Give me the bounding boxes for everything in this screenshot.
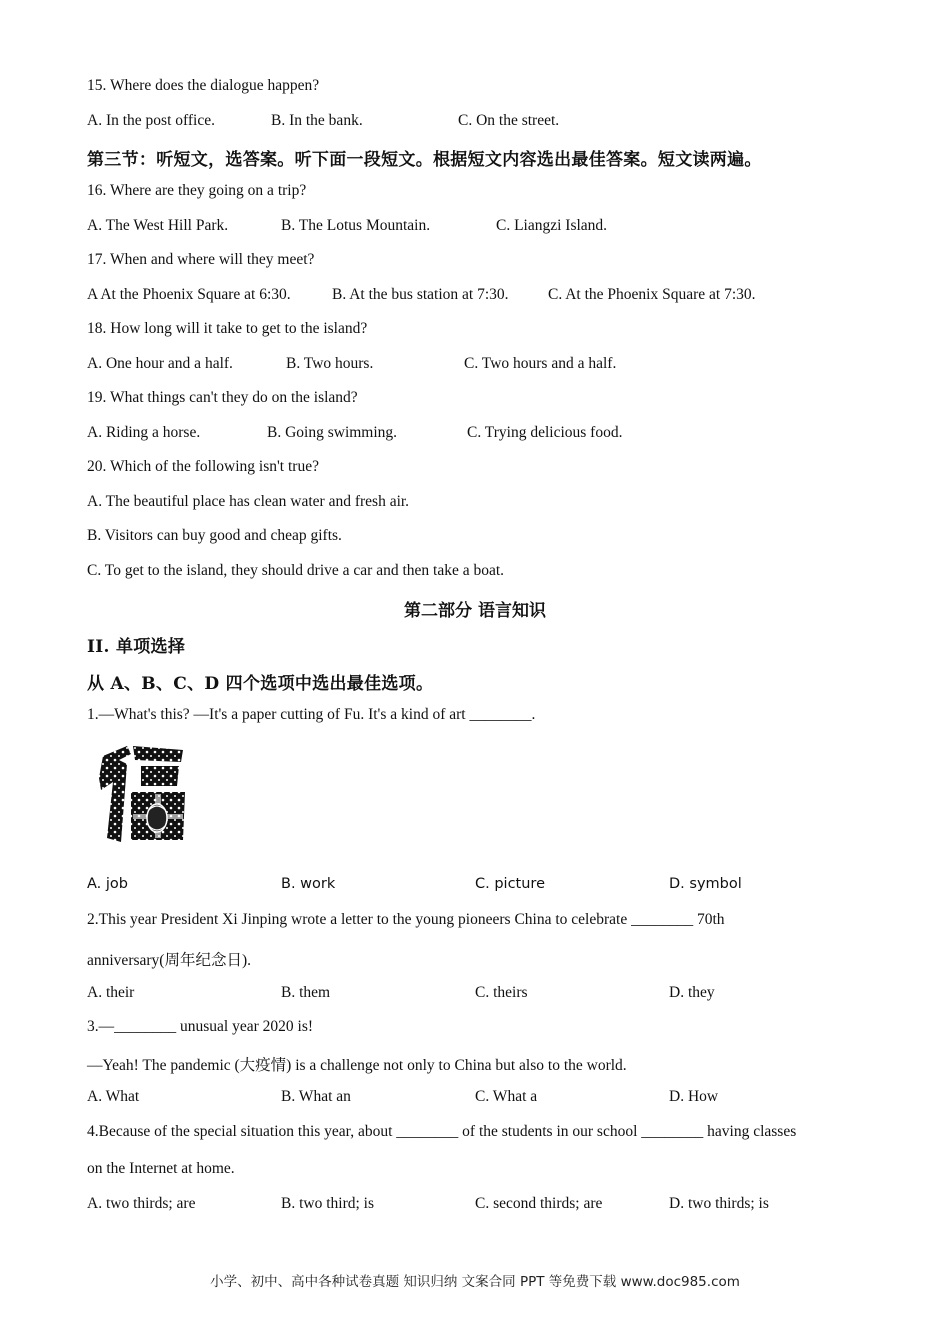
mc-q1-option-d[interactable]: D. symbol (669, 876, 742, 892)
part2-title: 第二部分 语言知识 (404, 601, 546, 621)
mc-q4-option-c[interactable]: C. second thirds; are (475, 1195, 603, 1212)
mc-q1-option-c[interactable]: C. picture (475, 876, 545, 892)
q16-stem: 16. Where are they going on a trip? (87, 182, 307, 199)
mc-q4-stem-line1: 4.Because of the special situation this year, about ________ of the students in our school ________ having classes (87, 1123, 797, 1140)
q19-option-b[interactable]: B. Going swimming. (267, 424, 398, 441)
mc-q2-option-c[interactable]: C. theirs (475, 984, 528, 1001)
mc-q3-option-a[interactable]: A. What (87, 1088, 140, 1105)
q19-option-a[interactable]: A. Riding a horse. (87, 424, 201, 441)
mc-q1-option-b[interactable]: B. work (281, 876, 336, 892)
mc-q2-option-a[interactable]: A. their (87, 984, 135, 1001)
mc-q3-stem-line1: 3.—________ unusual year 2020 is! (87, 1018, 314, 1035)
q20-option-b[interactable]: B. Visitors can buy good and cheap gifts. (87, 527, 342, 544)
mc-q4-option-d[interactable]: D. two thirds; is (669, 1195, 769, 1212)
q20-stem: 20. Which of the following isn't true? (87, 458, 319, 475)
fu-paper-cutting-image (97, 742, 187, 844)
mc-q3-option-b[interactable]: B. What an (281, 1088, 351, 1105)
mc-q2-option-b[interactable]: B. them (281, 984, 331, 1001)
mc-q1-stem: 1.—What's this? —It's a paper cutting of Fu. It's a kind of art ________. (87, 706, 536, 723)
mc-q2-stem-line1: 2.This year President Xi Jinping wrote a letter to the young pioneers China to celebrate ________ 70th (87, 911, 725, 928)
q19-stem: 19. What things can't they do on the island? (87, 389, 358, 406)
q20-option-a[interactable]: A. The beautiful place has clean water and fresh air. (87, 493, 410, 510)
mc-q2-option-d[interactable]: D. they (669, 984, 715, 1001)
mc-q1-option-a[interactable]: A. job (87, 876, 128, 892)
mc-q3-option-c[interactable]: C. What a (475, 1088, 538, 1105)
mc-q4-option-b[interactable]: B. two third; is (281, 1195, 375, 1212)
mc-q4-stem-line2: on the Internet at home. (87, 1160, 235, 1177)
q17-option-a[interactable]: A At the Phoenix Square at 6:30. (87, 286, 291, 303)
mc-q4-option-a[interactable]: A. two thirds; are (87, 1195, 196, 1212)
section-ii-title: II. 单项选择 (87, 637, 186, 657)
q15-option-a[interactable]: A. In the post office. (87, 112, 215, 129)
q19-option-c[interactable]: C. Trying delicious food. (467, 424, 623, 441)
q16-option-a[interactable]: A. The West Hill Park. (87, 217, 229, 234)
part2-instruction: 从 A、B、C、D 四个选项中选出最佳选项。 (87, 674, 434, 694)
mc-q2-stem-line2: anniversary(周年纪念日). (87, 952, 251, 969)
page-footer: 小学、初中、高中各种试卷真题 知识归纳 文案合同 PPT 等免费下载 www.doc985.com (210, 1274, 740, 1290)
q17-option-c[interactable]: C. At the Phoenix Square at 7:30. (548, 286, 756, 303)
q18-option-c[interactable]: C. Two hours and a half. (464, 355, 617, 372)
q17-option-b[interactable]: B. At the bus station at 7:30. (332, 286, 509, 303)
q15-option-c[interactable]: C. On the street. (458, 112, 560, 129)
mc-q3-option-d[interactable]: D. How (669, 1088, 719, 1105)
q20-option-c[interactable]: C. To get to the island, they should drive a car and then take a boat. (87, 562, 505, 579)
section3-heading: 第三节：听短文，选答案。听下面一段短文。根据短文内容选出最佳答案。短文读两遍。 (87, 150, 762, 170)
q18-option-b[interactable]: B. Two hours. (286, 355, 374, 372)
q15-stem: 15. Where does the dialogue happen? (87, 77, 320, 94)
q16-option-c[interactable]: C. Liangzi Island. (496, 217, 608, 234)
q17-stem: 17. When and where will they meet? (87, 251, 315, 268)
q15-option-b[interactable]: B. In the bank. (271, 112, 363, 129)
q18-option-a[interactable]: A. One hour and a half. (87, 355, 233, 372)
mc-q3-stem-line2: —Yeah! The pandemic (大疫情) is a challenge not only to China but also to the world. (87, 1057, 627, 1074)
q18-stem: 18. How long will it take to get to the island? (87, 320, 368, 337)
q16-option-b[interactable]: B. The Lotus Mountain. (281, 217, 431, 234)
